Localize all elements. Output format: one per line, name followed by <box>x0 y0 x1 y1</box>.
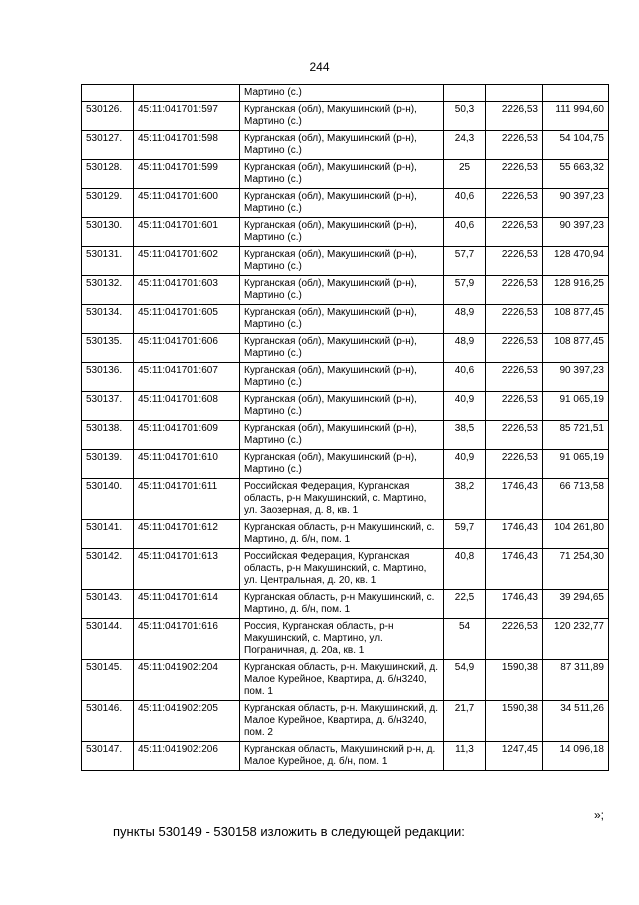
area-cell: 50,3 <box>444 102 486 131</box>
cadastral-cost-cell: 108 877,45 <box>543 305 609 334</box>
area-cell: 22,5 <box>444 590 486 619</box>
cadastral-number-cell: 45:11:041701:608 <box>134 392 240 421</box>
cadastral-number-cell: 45:11:041701:610 <box>134 450 240 479</box>
row-number-cell: 530137. <box>82 392 134 421</box>
row-number-cell: 530144. <box>82 619 134 660</box>
unit-price-cell: 1247,45 <box>486 742 543 771</box>
area-cell: 54,9 <box>444 660 486 701</box>
area-cell: 40,8 <box>444 549 486 590</box>
cadastral-cost-cell: 66 713,58 <box>543 479 609 520</box>
table-row <box>82 520 609 549</box>
address-cell: Курганская (обл), Макушинский (р-н), Мартино (с.) <box>240 363 444 392</box>
table-row <box>82 247 609 276</box>
unit-price-cell: 2226,53 <box>486 189 543 218</box>
table-row <box>82 131 609 160</box>
table-row <box>82 421 609 450</box>
row-number-cell: 530132. <box>82 276 134 305</box>
cadastral-cost-cell: 87 311,89 <box>543 660 609 701</box>
cadastral-cost-cell: 85 721,51 <box>543 421 609 450</box>
table-row <box>82 590 609 619</box>
row-number-cell: 530142. <box>82 549 134 590</box>
unit-price-cell: 2226,53 <box>486 421 543 450</box>
address-cell: Курганская область, р-н Макушинский, с. Мартино, д. б/н, пом. 1 <box>240 590 444 619</box>
cadastral-number-cell: 45:11:041701:598 <box>134 131 240 160</box>
unit-price-cell: 1590,38 <box>486 660 543 701</box>
address-cell: Российская Федерация, Курганская область, р-н Макушинский, с. Мартино, ул. Заозерная, д. 8, кв. 1 <box>240 479 444 520</box>
table-row <box>82 479 609 520</box>
address-cell: Курганская (обл), Макушинский (р-н), Мартино (с.) <box>240 131 444 160</box>
cadastral-cost-cell: 91 065,19 <box>543 392 609 421</box>
address-cell: Курганская область, р-н. Макушинский, д. Малое Курейное, Квартира, д. б/н3240, пом. 1 <box>240 660 444 701</box>
unit-price-cell: 2226,53 <box>486 276 543 305</box>
row-number-cell: 530130. <box>82 218 134 247</box>
table-row <box>82 660 609 701</box>
unit-price-cell: 2226,53 <box>486 334 543 363</box>
address-cell: Курганская (обл), Макушинский (р-н), Мартино (с.) <box>240 102 444 131</box>
cadastral-number-cell: 45:11:041701:616 <box>134 619 240 660</box>
row-number-cell: 530134. <box>82 305 134 334</box>
address-cell: Курганская (обл), Макушинский (р-н), Мартино (с.) <box>240 305 444 334</box>
row-number-cell <box>82 85 134 102</box>
unit-price-cell <box>486 85 543 102</box>
row-number-cell: 530127. <box>82 131 134 160</box>
address-cell: Курганская область, р-н. Макушинский, д. Малое Курейное, Квартира, д. б/н3240, пом. 2 <box>240 701 444 742</box>
row-number-cell: 530135. <box>82 334 134 363</box>
unit-price-cell: 1746,43 <box>486 520 543 549</box>
table-row <box>82 160 609 189</box>
cadastral-cost-cell: 71 254,30 <box>543 549 609 590</box>
address-cell: Курганская область, р-н Макушинский, с. Мартино, д. б/н, пом. 1 <box>240 520 444 549</box>
address-cell: Курганская область, Макушинский р-н, д. Малое Курейное, д. б/н, пом. 1 <box>240 742 444 771</box>
address-cell: Курганская (обл), Макушинский (р-н), Мартино (с.) <box>240 450 444 479</box>
address-cell: Мартино (с.) <box>240 85 444 102</box>
row-number-cell: 530145. <box>82 660 134 701</box>
address-cell: Курганская (обл), Макушинский (р-н), Мартино (с.) <box>240 247 444 276</box>
area-cell: 38,5 <box>444 421 486 450</box>
cadastral-number-cell: 45:11:041902:205 <box>134 701 240 742</box>
address-cell: Курганская (обл), Макушинский (р-н), Мартино (с.) <box>240 160 444 189</box>
area-cell: 40,6 <box>444 363 486 392</box>
table-row <box>82 450 609 479</box>
cadastral-cost-cell: 54 104,75 <box>543 131 609 160</box>
row-number-cell: 530138. <box>82 421 134 450</box>
table-body <box>82 85 609 771</box>
address-cell: Курганская (обл), Макушинский (р-н), Мартино (с.) <box>240 392 444 421</box>
cadastral-cost-cell <box>543 85 609 102</box>
cadastral-number-cell: 45:11:041701:606 <box>134 334 240 363</box>
page-number: 244 <box>309 60 330 74</box>
unit-price-cell: 1746,43 <box>486 479 543 520</box>
cadastral-cost-cell: 14 096,18 <box>543 742 609 771</box>
unit-price-cell: 2226,53 <box>486 392 543 421</box>
area-cell <box>444 85 486 102</box>
area-cell: 57,7 <box>444 247 486 276</box>
address-cell: Курганская (обл), Макушинский (р-н), Мартино (с.) <box>240 421 444 450</box>
cadastral-cost-cell: 128 470,94 <box>543 247 609 276</box>
address-cell: Курганская (обл), Макушинский (р-н), Мартино (с.) <box>240 218 444 247</box>
cadastral-cost-cell: 108 877,45 <box>543 334 609 363</box>
cadastral-cost-cell: 111 994,60 <box>543 102 609 131</box>
area-cell: 40,9 <box>444 392 486 421</box>
table-row <box>82 549 609 590</box>
table-row <box>82 305 609 334</box>
row-number-cell: 530141. <box>82 520 134 549</box>
unit-price-cell: 2226,53 <box>486 363 543 392</box>
table-row <box>82 189 609 218</box>
cadastral-number-cell: 45:11:041902:206 <box>134 742 240 771</box>
area-cell: 59,7 <box>444 520 486 549</box>
cadastral-number-cell: 45:11:041701:599 <box>134 160 240 189</box>
row-number-cell: 530131. <box>82 247 134 276</box>
area-cell: 25 <box>444 160 486 189</box>
cadastral-number-cell: 45:11:041701:603 <box>134 276 240 305</box>
cadastral-number-cell: 45:11:041902:204 <box>134 660 240 701</box>
unit-price-cell: 2226,53 <box>486 160 543 189</box>
unit-price-cell: 2226,53 <box>486 619 543 660</box>
row-number-cell: 530136. <box>82 363 134 392</box>
address-cell: Курганская (обл), Макушинский (р-н), Мартино (с.) <box>240 189 444 218</box>
cadastral-cost-cell: 34 511,26 <box>543 701 609 742</box>
address-cell: Курганская (обл), Макушинский (р-н), Мартино (с.) <box>240 334 444 363</box>
table-row <box>82 742 609 771</box>
table-row <box>82 276 609 305</box>
unit-price-cell: 1746,43 <box>486 549 543 590</box>
row-number-cell: 530139. <box>82 450 134 479</box>
area-cell: 38,2 <box>444 479 486 520</box>
row-number-cell: 530126. <box>82 102 134 131</box>
cadastral-number-cell: 45:11:041701:601 <box>134 218 240 247</box>
cadastral-number-cell: 45:11:041701:597 <box>134 102 240 131</box>
cadastral-cost-cell: 120 232,77 <box>543 619 609 660</box>
unit-price-cell: 2226,53 <box>486 131 543 160</box>
cadastral-number-cell: 45:11:041701:612 <box>134 520 240 549</box>
area-cell: 54 <box>444 619 486 660</box>
area-cell: 40,6 <box>444 218 486 247</box>
area-cell: 57,9 <box>444 276 486 305</box>
address-cell: Россия, Курганская область, р-н Макушинский, с. Мартино, ул. Пограничная, д. 20а, кв. 1 <box>240 619 444 660</box>
table-row <box>82 102 609 131</box>
address-cell: Курганская (обл), Макушинский (р-н), Мартино (с.) <box>240 276 444 305</box>
area-cell: 11,3 <box>444 742 486 771</box>
cadastral-cost-cell: 128 916,25 <box>543 276 609 305</box>
unit-price-cell: 2226,53 <box>486 247 543 276</box>
instruction-text: пункты 530149 - 530158 изложить в следующей редакции: <box>113 824 465 839</box>
row-number-cell: 530143. <box>82 590 134 619</box>
closing-quote: »; <box>594 808 605 822</box>
cadastral-number-cell: 45:11:041701:605 <box>134 305 240 334</box>
cadastral-number-cell: 45:11:041701:614 <box>134 590 240 619</box>
cadastral-cost-cell: 39 294,65 <box>543 590 609 619</box>
unit-price-cell: 1746,43 <box>486 590 543 619</box>
unit-price-cell: 2226,53 <box>486 305 543 334</box>
unit-price-cell: 2226,53 <box>486 102 543 131</box>
area-cell: 24,3 <box>444 131 486 160</box>
area-cell: 21,7 <box>444 701 486 742</box>
table-row <box>82 392 609 421</box>
cadastral-number-cell: 45:11:041701:602 <box>134 247 240 276</box>
cadastral-number-cell: 45:11:041701:607 <box>134 363 240 392</box>
area-cell: 48,9 <box>444 305 486 334</box>
area-cell: 40,6 <box>444 189 486 218</box>
address-cell: Российская Федерация, Курганская область, р-н Макушинский, с. Мартино, ул. Центральная, д. 20, кв. 1 <box>240 549 444 590</box>
area-cell: 48,9 <box>444 334 486 363</box>
row-number-cell: 530129. <box>82 189 134 218</box>
cadastral-number-cell <box>134 85 240 102</box>
cadastral-table <box>81 84 609 771</box>
cadastral-cost-cell: 90 397,23 <box>543 363 609 392</box>
cadastral-cost-cell: 91 065,19 <box>543 450 609 479</box>
table-row <box>82 619 609 660</box>
row-number-cell: 530128. <box>82 160 134 189</box>
unit-price-cell: 2226,53 <box>486 218 543 247</box>
cadastral-number-cell: 45:11:041701:609 <box>134 421 240 450</box>
row-number-cell: 530140. <box>82 479 134 520</box>
unit-price-cell: 2226,53 <box>486 450 543 479</box>
row-number-cell: 530146. <box>82 701 134 742</box>
table-row <box>82 85 609 102</box>
cadastral-number-cell: 45:11:041701:611 <box>134 479 240 520</box>
table-row <box>82 218 609 247</box>
table-row <box>82 701 609 742</box>
cadastral-cost-cell: 55 663,32 <box>543 160 609 189</box>
cadastral-number-cell: 45:11:041701:613 <box>134 549 240 590</box>
row-number-cell: 530147. <box>82 742 134 771</box>
cadastral-cost-cell: 90 397,23 <box>543 189 609 218</box>
cadastral-cost-cell: 90 397,23 <box>543 218 609 247</box>
area-cell: 40,9 <box>444 450 486 479</box>
cadastral-number-cell: 45:11:041701:600 <box>134 189 240 218</box>
cadastral-cost-cell: 104 261,80 <box>543 520 609 549</box>
table-row <box>82 334 609 363</box>
table-row <box>82 363 609 392</box>
unit-price-cell: 1590,38 <box>486 701 543 742</box>
